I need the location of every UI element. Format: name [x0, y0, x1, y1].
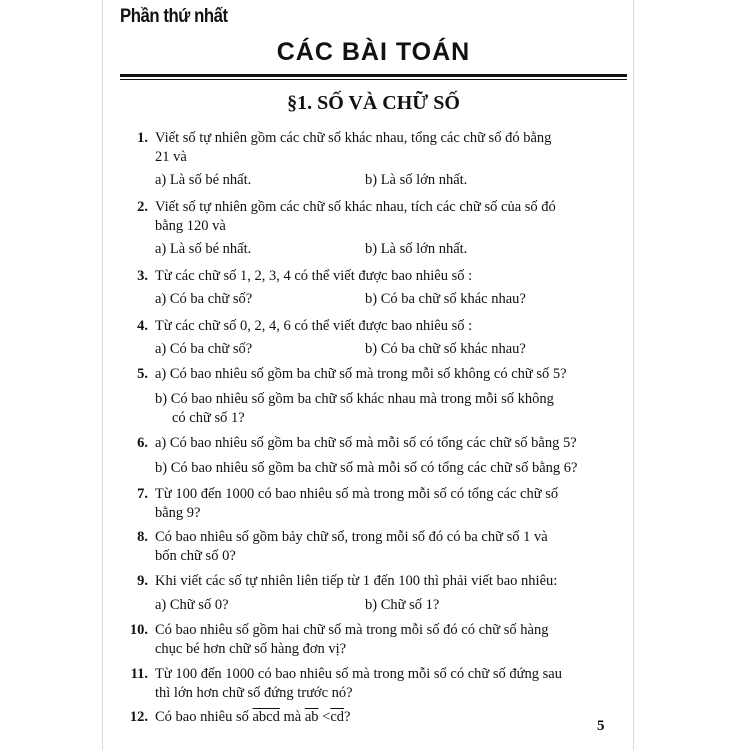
overlined-number-cd: $\overline{cd}$: [330, 709, 344, 725]
problem-text: Từ 100 đến 1000 có bao nhiêu số mà trong mỗi số có chữ số đứng sau: [155, 666, 562, 682]
problem-text: bằng 9?: [155, 505, 201, 521]
problem-number: 8.: [137, 529, 148, 545]
problem-option-a: a) Là số bé nhất.: [155, 172, 252, 188]
problem-option-a: a) Chữ số 0?: [155, 597, 229, 613]
problem-text: a) Có bao nhiêu số gồm ba chữ số mà mỗi số có tổng các chữ số bằng 5?: [155, 435, 577, 451]
section-title: CÁC BÀI TOÁN: [276, 38, 471, 66]
problem-text: a) Có bao nhiêu số gồm ba chữ số mà trong mỗi số không có chữ số 5?: [155, 366, 567, 382]
problem-text: Từ các chữ số 1, 2, 3, 4 có thể viết được bao nhiêu số :: [155, 268, 473, 284]
problem-text: [155, 707, 350, 727]
title-rule-thin: [120, 79, 627, 80]
problem-option-b: b) Là số lớn nhất.: [365, 172, 468, 188]
title-rule-thick: [120, 74, 627, 77]
problem-text: b) Có bao nhiêu số gồm ba chữ số khác nhau mà trong mỗi số không: [155, 391, 554, 407]
problem-text-part: mà: [283, 709, 302, 725]
problem-number: 2.: [137, 199, 148, 215]
problem-text: Từ các chữ số 0, 2, 4, 6 có thể viết được bao nhiêu số :: [155, 318, 473, 334]
problem-number: 12.: [129, 709, 148, 725]
problem-text: b) Có bao nhiêu số gồm ba chữ số mà mỗi số có tổng các chữ số bằng 6?: [155, 460, 578, 476]
problem-text: chục bé hơn chữ số hàng đơn vị?: [155, 641, 347, 657]
problem-number: 4.: [137, 318, 148, 334]
subsection-title: §1. SỐ VÀ CHỮ SỐ: [287, 92, 460, 114]
problem-option-a: a) Có ba chữ số?: [155, 341, 253, 357]
problem-text: 21 và: [155, 149, 187, 165]
problem-option-b: b) Chữ số 1?: [365, 597, 440, 613]
page-number: 5: [597, 718, 605, 734]
problem-text: thì lớn hơn chữ số đứng trước nó?: [155, 685, 353, 701]
problem-text: Từ 100 đến 1000 có bao nhiêu số mà trong mỗi số có tổng các chữ số: [155, 486, 559, 502]
problem-option-a: a) Là số bé nhất.: [155, 241, 252, 257]
problem-option-b: b) Có ba chữ số khác nhau?: [365, 341, 526, 357]
problem-number: 1.: [137, 130, 148, 146]
problem-number: 5.: [137, 366, 148, 382]
problem-text: bằng 120 và: [155, 218, 226, 234]
problem-text-part: Có bao nhiêu số: [155, 709, 249, 725]
question-mark: ?: [344, 709, 351, 725]
problem-number: 9.: [137, 573, 148, 589]
problem-text: Viết số tự nhiên gồm các chữ số khác nhau, tổng các chữ số đó bằng: [155, 130, 552, 146]
part-label: Phần thứ nhất: [120, 6, 228, 27]
problem-text: có chữ số 1?: [172, 410, 245, 426]
problem-number: 10.: [129, 622, 148, 638]
problem-option-b: b) Là số lớn nhất.: [365, 241, 468, 257]
problem-text: Viết số tự nhiên gồm các chữ số khác nhau, tích các chữ số của số đó: [155, 199, 556, 215]
problem-text: Có bao nhiêu số gồm hai chữ số mà trong mỗi số đó có chữ số hàng: [155, 622, 549, 638]
problem-number: 7.: [137, 486, 148, 502]
problem-number: 6.: [137, 435, 148, 451]
problem-text: Khi viết các số tự nhiên liên tiếp từ 1 đến 100 thì phải viết bao nhiêu:: [155, 573, 558, 589]
problem-option-a: a) Có ba chữ số?: [155, 291, 253, 307]
problem-text: Có bao nhiêu số gồm bảy chữ số, trong mỗi số đó có ba chữ số 1 và: [155, 529, 548, 545]
less-than-sign: <: [322, 709, 331, 725]
overlined-number-ab: $\overline{ab}$: [304, 709, 319, 725]
problem-number: 3.: [137, 268, 148, 284]
problem-option-b: b) Có ba chữ số khác nhau?: [365, 291, 526, 307]
overlined-number-abcd: abcd: [252, 709, 280, 725]
problem-number: 11.: [130, 666, 148, 682]
problem-text: bốn chữ số 0?: [155, 548, 236, 564]
